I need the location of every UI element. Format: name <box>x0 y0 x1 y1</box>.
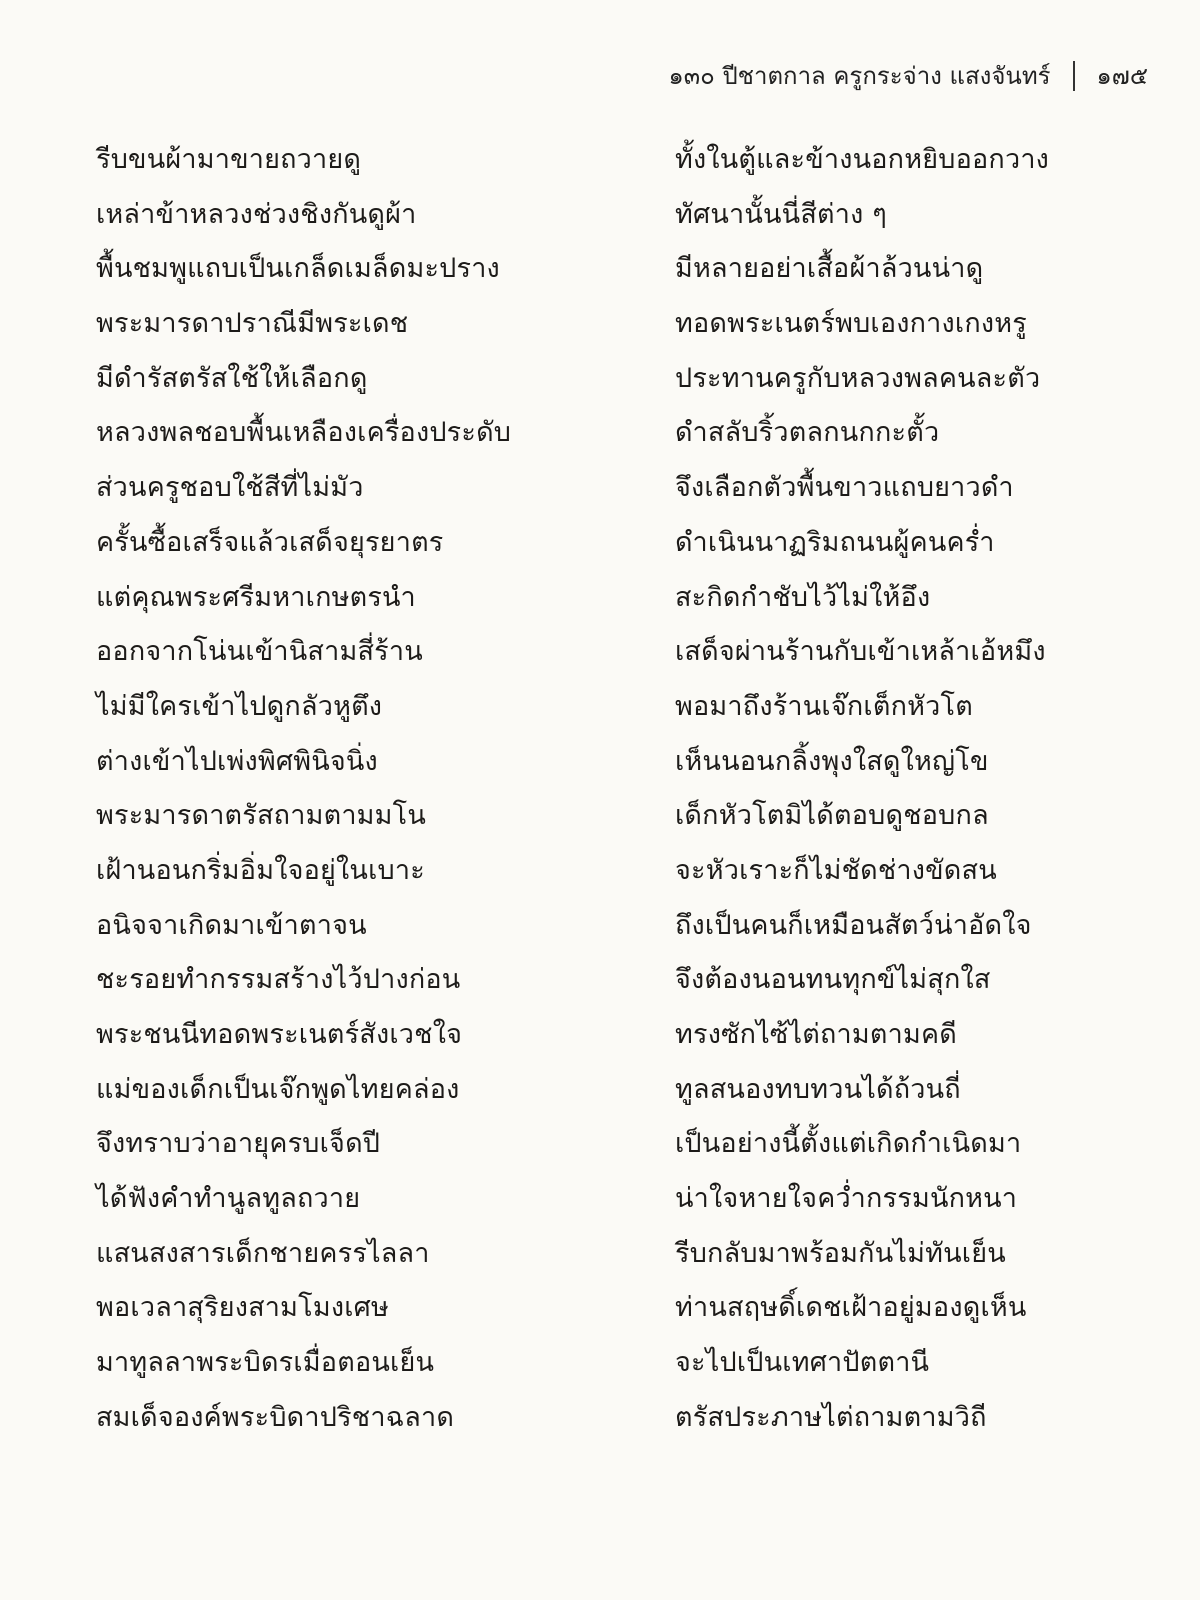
verse-column-left <box>96 133 616 1446</box>
verse-line: น่าใจหายใจคว่ำกรรมนักหนา <box>675 1183 1018 1215</box>
verse-line: ท่านสฤษดิ์เดชเฝ้าอยู่มองดูเห็น <box>675 1292 1027 1324</box>
verse-line: จะหัวเราะก็ไม่ชัดช่างขัดสน <box>675 854 997 886</box>
verse-line: เห็นนอนกลิ้งพุงใสดูใหญ่โข <box>675 745 989 777</box>
verse-line: หลวงพลชอบพื้นเหลืองเครื่องประดับ <box>96 417 512 449</box>
verse-line: เฝ้านอนกริ่มอิ่มใจอยู่ในเบาะ <box>96 854 425 886</box>
verse-line: ประทานครูกับหลวงพลคนละตัว <box>675 362 1041 394</box>
verse-line: ต่างเข้าไปเพ่งพิศพินิจนิ่ง <box>96 745 378 777</box>
verse-line: เด็กหัวโตมิได้ตอบดูชอบกล <box>675 800 989 832</box>
verse-column-right <box>675 133 1175 1446</box>
header-divider <box>1073 61 1075 91</box>
poem-body <box>0 133 1200 1433</box>
verse-line: แต่คุณพระศรีมหาเกษตรนำ <box>96 581 416 613</box>
verse-line: พอมาถึงร้านเจ๊กเต็กหัวโต <box>675 690 973 722</box>
verse-line: อนิจจาเกิดมาเข้าตาจน <box>96 909 367 941</box>
running-header <box>669 60 1148 92</box>
verse-line: รีบกลับมาพร้อมกันไม่ทันเย็น <box>675 1237 1006 1269</box>
verse-line: เสด็จผ่านร้านกับเข้าเหล้าเอ้หมึง <box>675 636 1046 668</box>
page-number: ๑๗๕ <box>1096 62 1148 90</box>
verse-line: จึงทราบว่าอายุครบเจ็ดปี <box>96 1128 381 1160</box>
verse-line: ถึงเป็นคนก็เหมือนสัตว์น่าอัดใจ <box>675 909 1032 941</box>
verse-line: เหล่าข้าหลวงช่วงชิงกันดูผ้า <box>96 198 417 230</box>
verse-line: ไม่มีใครเข้าไปดูกลัวหูตึง <box>96 690 383 722</box>
verse-line: พระมารดาตรัสถามตามมโน <box>96 800 427 832</box>
verse-line: พอเวลาสุริยงสามโมงเศษ <box>96 1292 389 1324</box>
verse-line: ทั้งในตู้และข้างนอกหยิบออกวาง <box>675 144 1050 175</box>
verse-line: ทูลสนองทบทวนได้ถ้วนถี่ <box>675 1073 961 1105</box>
verse-line: จะไปเป็นเทศาปัตตานี <box>675 1347 930 1379</box>
verse-line: รีบขนผ้ามาขายถวายดู <box>96 144 362 175</box>
verse-line: เป็นอย่างนี้ตั้งแต่เกิดกำเนิดมา <box>675 1128 1022 1160</box>
verse-line: ทรงซักไซ้ไต่ถามตามคดี <box>675 1019 957 1050</box>
verse-line: ส่วนครูชอบใช้สีที่ไม่มัว <box>96 472 364 504</box>
verse-line: ชะรอยทำกรรมสร้างไว้ปางก่อน <box>96 964 461 996</box>
verse-line: มาทูลลาพระบิดรเมื่อตอนเย็น <box>96 1347 435 1379</box>
verse-line: สะกิดกำชับไว้ไม่ให้อึง <box>675 581 931 613</box>
verse-line: ได้ฟังคำทำนูลทูลถวาย <box>96 1183 361 1215</box>
verse-line: จึงต้องนอนทนทุกข์ไม่สุกใส <box>675 964 991 996</box>
verse-line: สมเด็จองค์พระบิดาปริชาฉลาด <box>96 1401 455 1433</box>
verse-line: ทอดพระเนตร์พบเองกางเกงหรู <box>675 308 1027 340</box>
verse-line: พระมารดาปราณีมีพระเดช <box>96 308 409 340</box>
verse-line: พื้นชมพูแถบเป็นเกล็ดเมล็ดมะปราง <box>96 253 500 285</box>
verse-line: มีดำรัสตรัสใช้ให้เลือกดู <box>96 362 368 394</box>
verse-line: ดำสลับริ้วตลกนกกะตั้ว <box>675 417 940 449</box>
verse-line: ตรัสประภาษไต่ถามตามวิถี <box>675 1401 987 1433</box>
verse-line: ครั้นซื้อเสร็จแล้วเสด็จยุรยาตร <box>96 526 444 558</box>
verse-line: ทัศนานั้นนี่สีต่าง ๆ <box>675 198 887 230</box>
verse-line: ออกจากโน่นเข้านิสามสี่ร้าน <box>96 636 423 668</box>
verse-line: ดำเนินนาฏริมถนนผู้คนคร่ำ <box>675 526 995 558</box>
verse-line: แสนสงสารเด็กชายครรไลลา <box>96 1237 430 1269</box>
verse-line: มีหลายอย่าเสื้อผ้าล้วนน่าดู <box>675 253 984 285</box>
verse-line: พระชนนีทอดพระเนตร์สังเวชใจ <box>96 1019 463 1050</box>
verse-line: จึงเลือกตัวพื้นขาวแถบยาวดำ <box>675 472 1014 504</box>
running-title: ๑๓๐ ปีชาตกาล ครูกระจ่าง แสงจันทร์ <box>668 62 1051 90</box>
verse-line: แม่ของเด็กเป็นเจ๊กพูดไทยคล่อง <box>96 1073 460 1105</box>
